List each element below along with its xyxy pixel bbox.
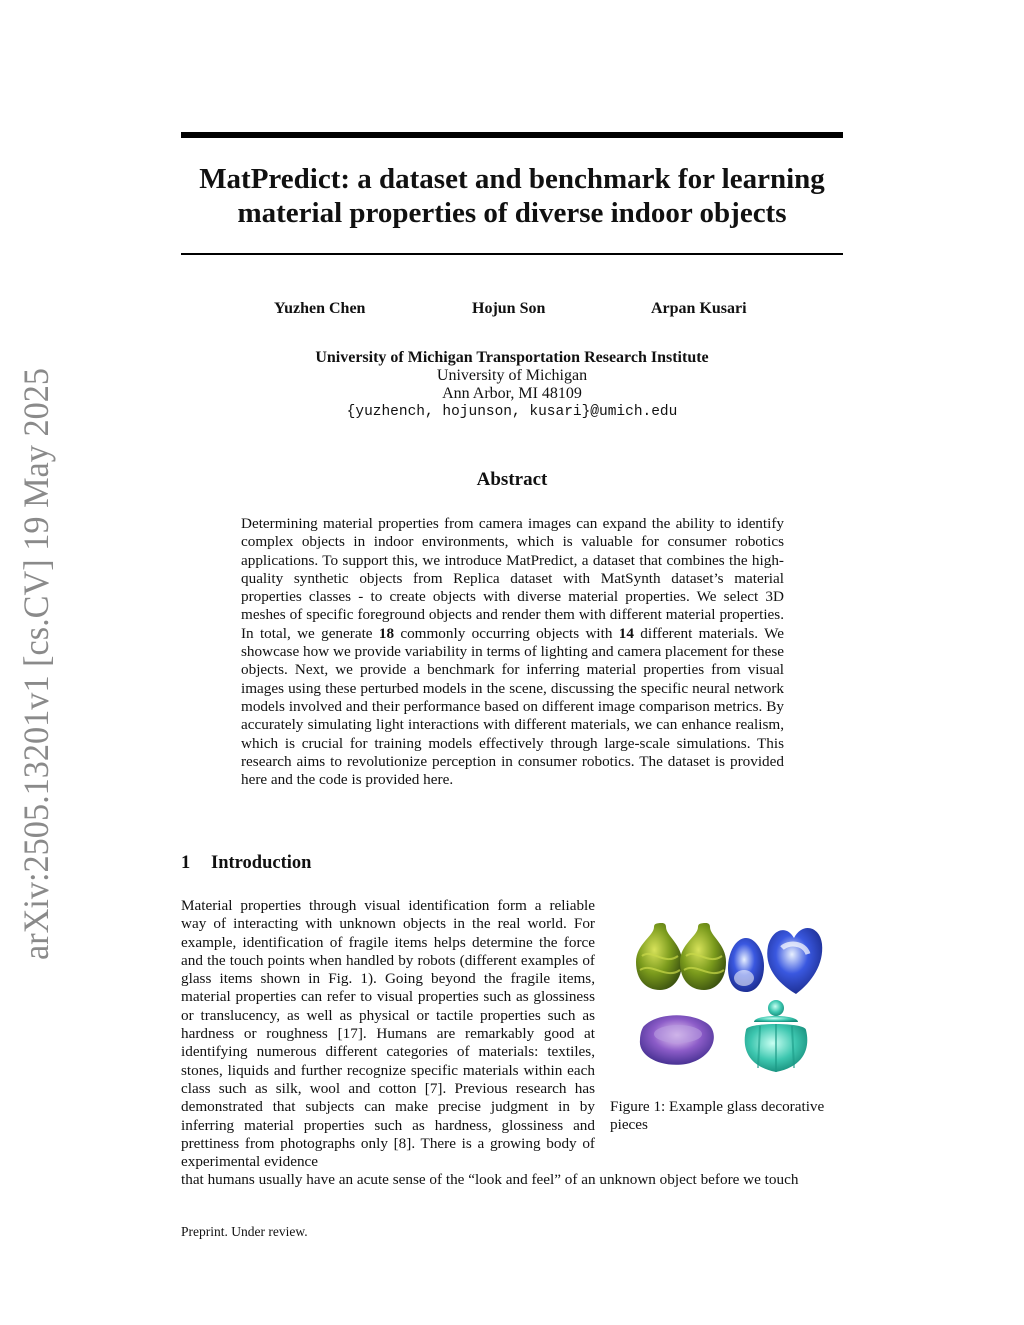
affiliation-address: Ann Arbor, MI 48109 [442, 385, 582, 402]
intro-paragraph: Material properties through visual identification form a reliable way of interacting with unknown objects in the real world. For example, identification of fragile items helps determine the force and the touch points when handled by robots (different examples of glass items shown in Fig. 1). Going beyond the fragile items, material properties can refer to visual properties such as glossiness or translucency, as well as physical or tactile properties such as hardness or roughness [17]. Humans are remarkably good at identifying numerous different categories of materials: textiles, stones, liquids and further recognize specific materials within each class such as silk, wool and cotton [7]. Previous research has demonstrated that subjects can make precise judgment in by inferring material properties such as hardness, glossiness and prettiness from photographs only [8]. There is a growing body of experimental evidence [181, 897, 595, 1171]
glass-pieces-photo [634, 918, 824, 1080]
blue-vase-small-icon [728, 938, 764, 992]
affiliation-university: University of Michigan [436, 367, 588, 384]
section-heading [181, 853, 311, 874]
section-title: Introduction [211, 853, 312, 873]
affiliation-email[interactable]: {yuzhench, hojunson, kusari}@umich.edu [346, 404, 678, 420]
author-list [181, 300, 843, 322]
affiliation-institute: University of Michigan Transportation Research Institute [315, 349, 709, 366]
title-line-1: MatPredict: a dataset and benchmark for learning [199, 163, 825, 195]
blue-heart-vase-icon [767, 928, 822, 994]
abstract-text-part: Determining material properties from camera images can expand the ability to identify complex objects in indoor environments, which is valuable for consumer robotics applications. To support this, we introduce MatPredict, a dataset that combines the high-quality synthetic objects from Replica dataset with MatSynth dataset’s material properties classes - to create objects with diverse material properties. We select 3D meshes of specific foreground objects and render them with different material properties. In total, we generate [241, 515, 784, 642]
abstract-object-count: 18 [378, 624, 395, 642]
abstract-material-count: 14 [618, 624, 634, 642]
affiliation [181, 349, 843, 421]
author-name: Arpan Kusari [651, 300, 747, 317]
title-line-2: material properties of diverse indoor objects [237, 197, 787, 229]
teal-jar-icon [730, 998, 822, 1080]
purple-bowl-icon [640, 1015, 714, 1065]
green-vase-right-icon [680, 923, 726, 990]
figure-caption: Figure 1: Example glass decorative pieces [610, 1098, 825, 1134]
preprint-note: Preprint. Under review. [181, 1224, 308, 1239]
arxiv-stamp-text: arXiv:2505.13201v1 [cs.CV] 19 May 2025 [16, 366, 56, 960]
abstract-text-part: commonly occurring objects with [394, 624, 619, 642]
author-name: Hojun Son [472, 300, 546, 317]
green-vase-left-icon [636, 923, 682, 990]
title-top-rule [181, 132, 843, 138]
abstract-body [241, 515, 784, 789]
abstract-text-part: different materials. We showcase how we provide variability in terms of lighting and camera placement for these objects. Next, we provide a benchmark for inferring material properties from visual images using these perturbed models in the scene, discussing the specific neural network models involved and their performance based on different image comparison metrics. By accurately simulating light interactions with different materials, we can enhance realism, which is crucial for training models effectively through large-scale simulations. This research aims to revolutionize perception in consumer robotics. The dataset is provided here and the code is provided here. [241, 624, 784, 789]
arxiv-stamp [10, 366, 60, 960]
intro-paragraph-continued: that humans usually have an acute sense of the “look and feel” of an unknown object before we touch [181, 1171, 799, 1188]
author-name: Yuzhen Chen [274, 300, 366, 317]
paper-title [181, 162, 843, 230]
title-bottom-rule [181, 253, 843, 255]
abstract-heading: Abstract [476, 469, 548, 490]
section-number: 1 [181, 853, 191, 873]
